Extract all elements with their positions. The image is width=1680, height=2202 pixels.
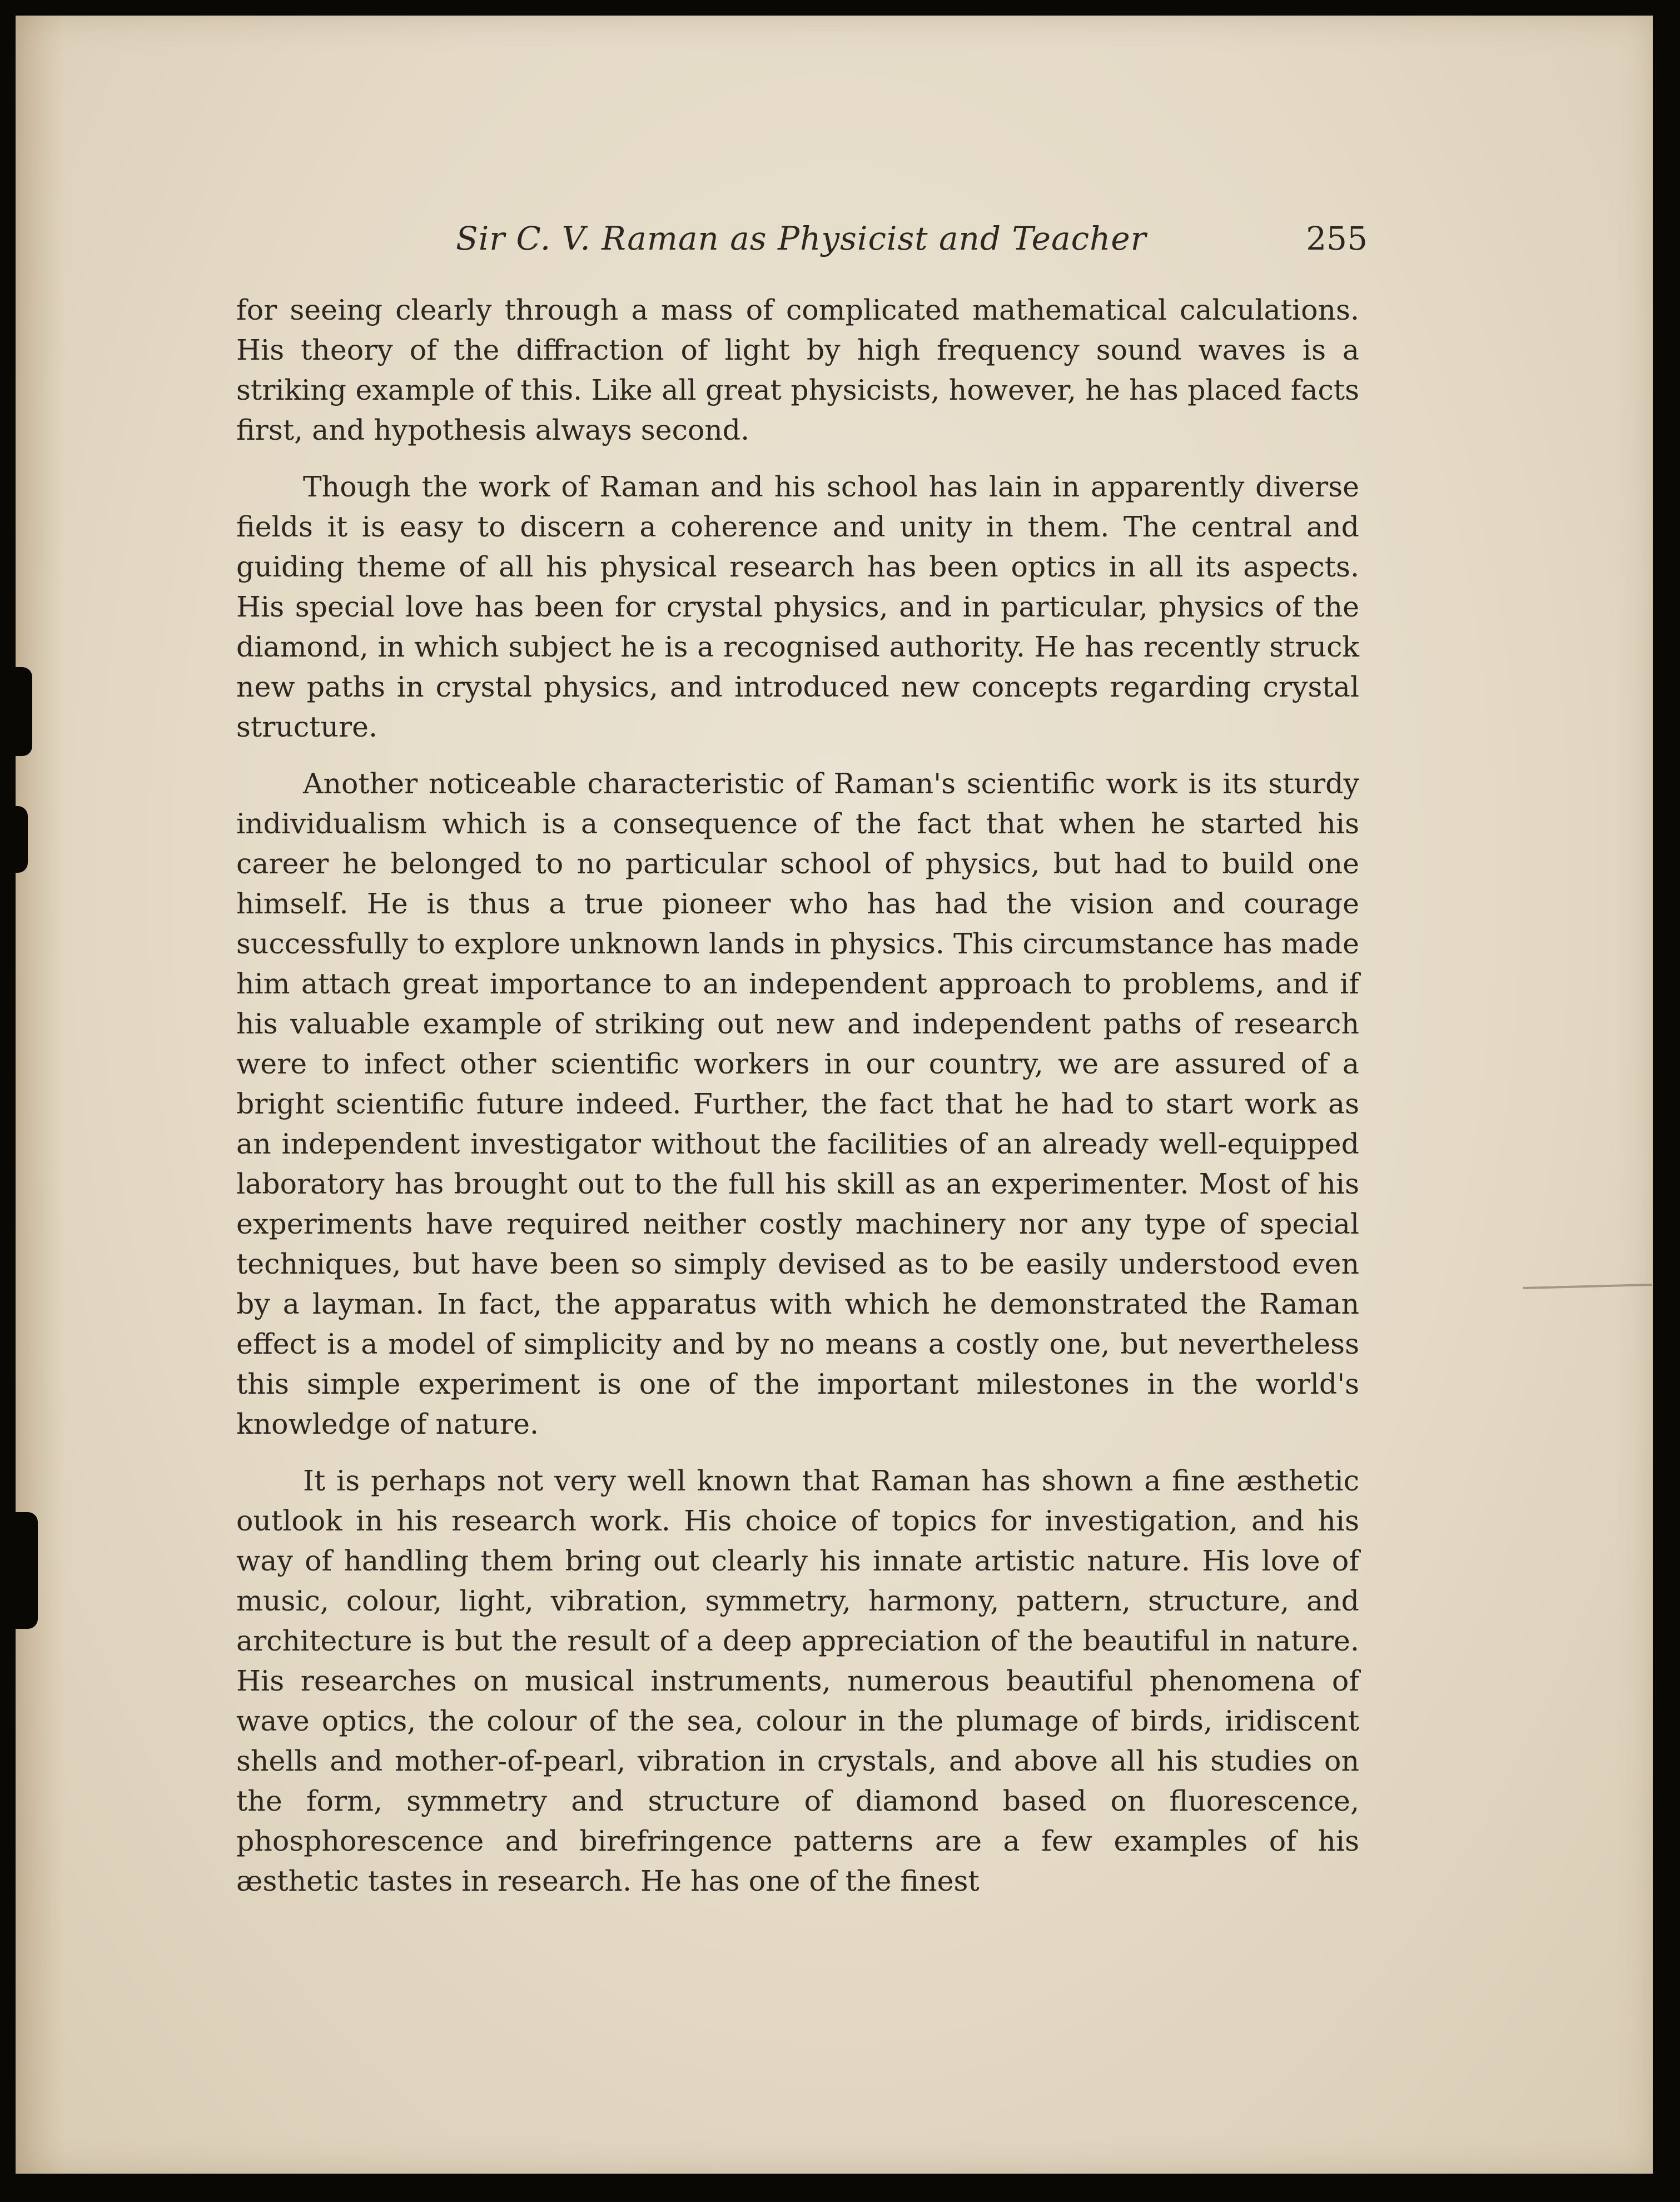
page-number: 255 [1306, 220, 1368, 257]
running-title: Sir C. V. Raman as Physicist and Teacher [456, 220, 1147, 257]
body-text [236, 290, 1359, 1918]
paragraph-2: Though the work of Raman and his school has lain in apparently diverse fields it is easy to discern a coherence and unity in them. The central and guiding theme of all his physical research has been optics in all its aspects. His special love has been for crystal physics, and in particular, physics of the diamond, in which subject he is a recognised authority. He has recently struck new paths in crystal physics, and introduced new concepts regarding crystal structure. [236, 470, 1359, 743]
paper-tear [12, 806, 28, 873]
paragraph-3: Another noticeable characteristic of Raman's scientific work is its sturdy individualism which is a consequence of the fact that when he started his career he belonged to no particular school of physics, but had to build one himself. He is thus a true pioneer who has had the vision and courage successfully to explore unknown lands in physics. This circumstance has made him attach great importance to an independent approach to problems, and if his valuable example of striking out new and independent paths of research were to infect other scientific workers in our country, we are assured of a bright scientific future indeed. Further, the fact that he had to start work as an independent investigator without the facilities of an already well-equipped laboratory has brought out to the full his skill as an experimenter. Most of his experiments have required neither costly machinery nor any type of special techniques, but have been so simply devised as to be easily understood even by a layman. In fact, the apparatus with which he demonstrated the Raman effect is a model of simplicity and by no means a costly one, but nevertheless this simple experiment is one of the important milestones in the world's knowledge of nature. [236, 767, 1359, 1440]
paper-tear [12, 667, 32, 756]
paper-edge-wear [16, 16, 66, 2174]
paragraph-1: for seeing clearly through a mass of complicated mathematical calculations. His theory of the diffraction of light by high frequency sound waves is a striking example of this. Like all great physicists, however, he has placed facts first, and hypothesis always second. [236, 294, 1359, 446]
paragraph-4: It is perhaps not very well known that Raman has shown a fine æsthetic outlook in his research work. His choice of topics for investigation, and his way of handling them bring out clearly his innate artistic nature. His love of music, colour, light, vibration, symmetry, harmony, pattern, structure, and architecture is but the result of a deep appreciation of the beautiful in nature. His researches on musical instruments, numerous beautiful phenomena of wave optics, the colour of the sea, colour in the plumage of birds, iridiscent shells and mother-of-pearl, vibration in crystals, and above all his studies on the form, symmetry and structure of diamond based on fluorescence, phosphorescence and birefringence patterns are a few examples of his æsthetic tastes in research. He has one of the finest [236, 1464, 1359, 1897]
page-header [456, 220, 1368, 270]
paper-tear [12, 1512, 38, 1629]
